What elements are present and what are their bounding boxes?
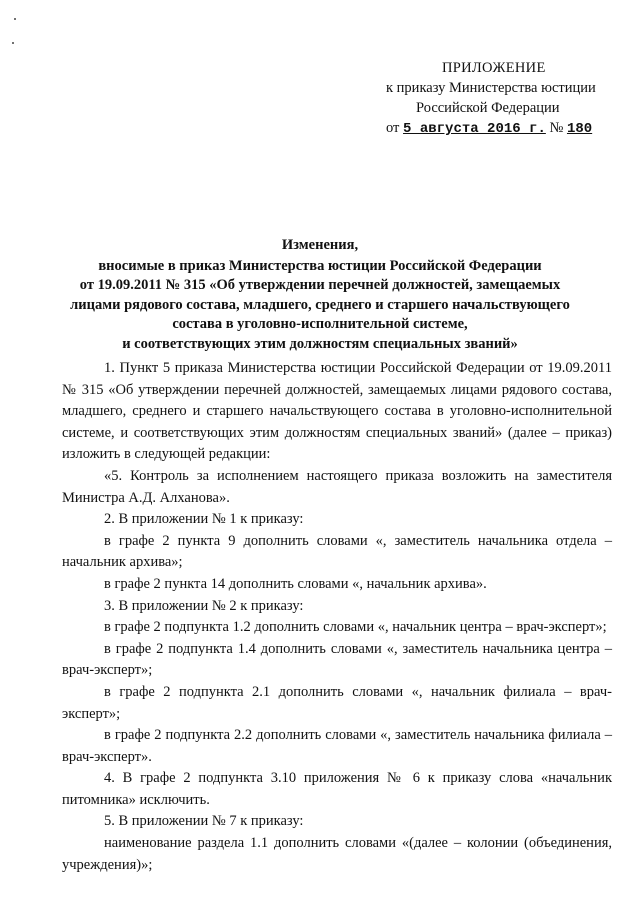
- title-line-2: вносимые в приказ Министерства юстиции Российской Федерации: [98, 257, 542, 274]
- paragraph-5: в графе 2 пункта 14 дополнить словами «, начальник архива».: [104, 575, 487, 592]
- paragraph-9: в графе 2 подпункта 2.1 дополнить словами «, начальник филиала – врач-эксперт»;: [62, 683, 612, 722]
- annex-number-sign: №: [549, 120, 564, 136]
- document-body: [62, 358, 612, 876]
- title-line-4: лицами рядового состава, младшего, среднего и старшего начальствующего: [70, 296, 570, 313]
- annex-date-line: [386, 118, 592, 140]
- title-line-1: Изменения,: [281, 237, 359, 253]
- annex-heading: ПРИЛОЖЕНИЕ: [442, 60, 546, 76]
- document-title: [60, 236, 580, 354]
- paragraph-4: в графе 2 пункта 9 дополнить словами «, заместитель начальника отдела – начальник архива»;: [62, 532, 612, 571]
- scan-speck: [14, 18, 16, 20]
- annex-federation-line: Российской Федерации: [416, 100, 560, 116]
- annex-order-line: к приказу Министерства юстиции: [386, 80, 596, 96]
- annex-number: 180: [566, 121, 593, 137]
- title-line-5: состава в уголовно-исполнительной системе,: [172, 316, 468, 332]
- paragraph-10: в графе 2 подпункта 2.2 дополнить словами «, заместитель начальника филиала – врач-эксперт».: [62, 727, 612, 765]
- title-line-3: от 19.09.2011 № 315 «Об утверждении перечней должностей, замещаемых: [79, 277, 561, 293]
- paragraph-7: в графе 2 подпункта 1.2 дополнить словами «, начальник центра – врач-эксперт»;: [104, 619, 607, 636]
- paragraph-8: в графе 2 подпункта 1.4 дополнить словами «, заместитель начальника центра – врач-эксперт»;: [62, 640, 612, 679]
- title-line-6: и соответствующих этим должностям специальных званий»: [122, 335, 518, 352]
- paragraph-1: 1. Пункт 5 приказа Министерства юстиции Российской Федерации от 19.09.2011 № 315 «Об утверждении перечней должностей, замещаемых лицами рядового состава, младшего, среднего и старшего начальствующего состава в уголовно-исполнительной системе, и соответствующих этим должностям специальных званий» (далее – приказ) изложить в следующей редакции:: [62, 360, 612, 463]
- paragraph-11: 4. В графе 2 подпункта 3.10 приложения № 6 к приказу слова «начальник питомника» исключить.: [62, 770, 612, 808]
- annex-from-prefix: от: [386, 120, 400, 136]
- paragraph-3: 2. В приложении № 1 к приказу:: [104, 511, 304, 528]
- paragraph-13: наименование раздела 1.1 дополнить словами «(далее – колонии (объединения, учреждения)»;: [62, 835, 612, 873]
- paragraph-2: «5. Контроль за исполнением настоящего приказа возложить на заместителя Министра А.Д. Алханова».: [62, 467, 612, 506]
- annex-date: 5 августа 2016 г.: [403, 121, 546, 137]
- paragraph-12: 5. В приложении № 7 к приказу:: [104, 813, 304, 830]
- paragraph-6: 3. В приложении № 2 к приказу:: [104, 597, 304, 614]
- scan-speck: [12, 42, 14, 44]
